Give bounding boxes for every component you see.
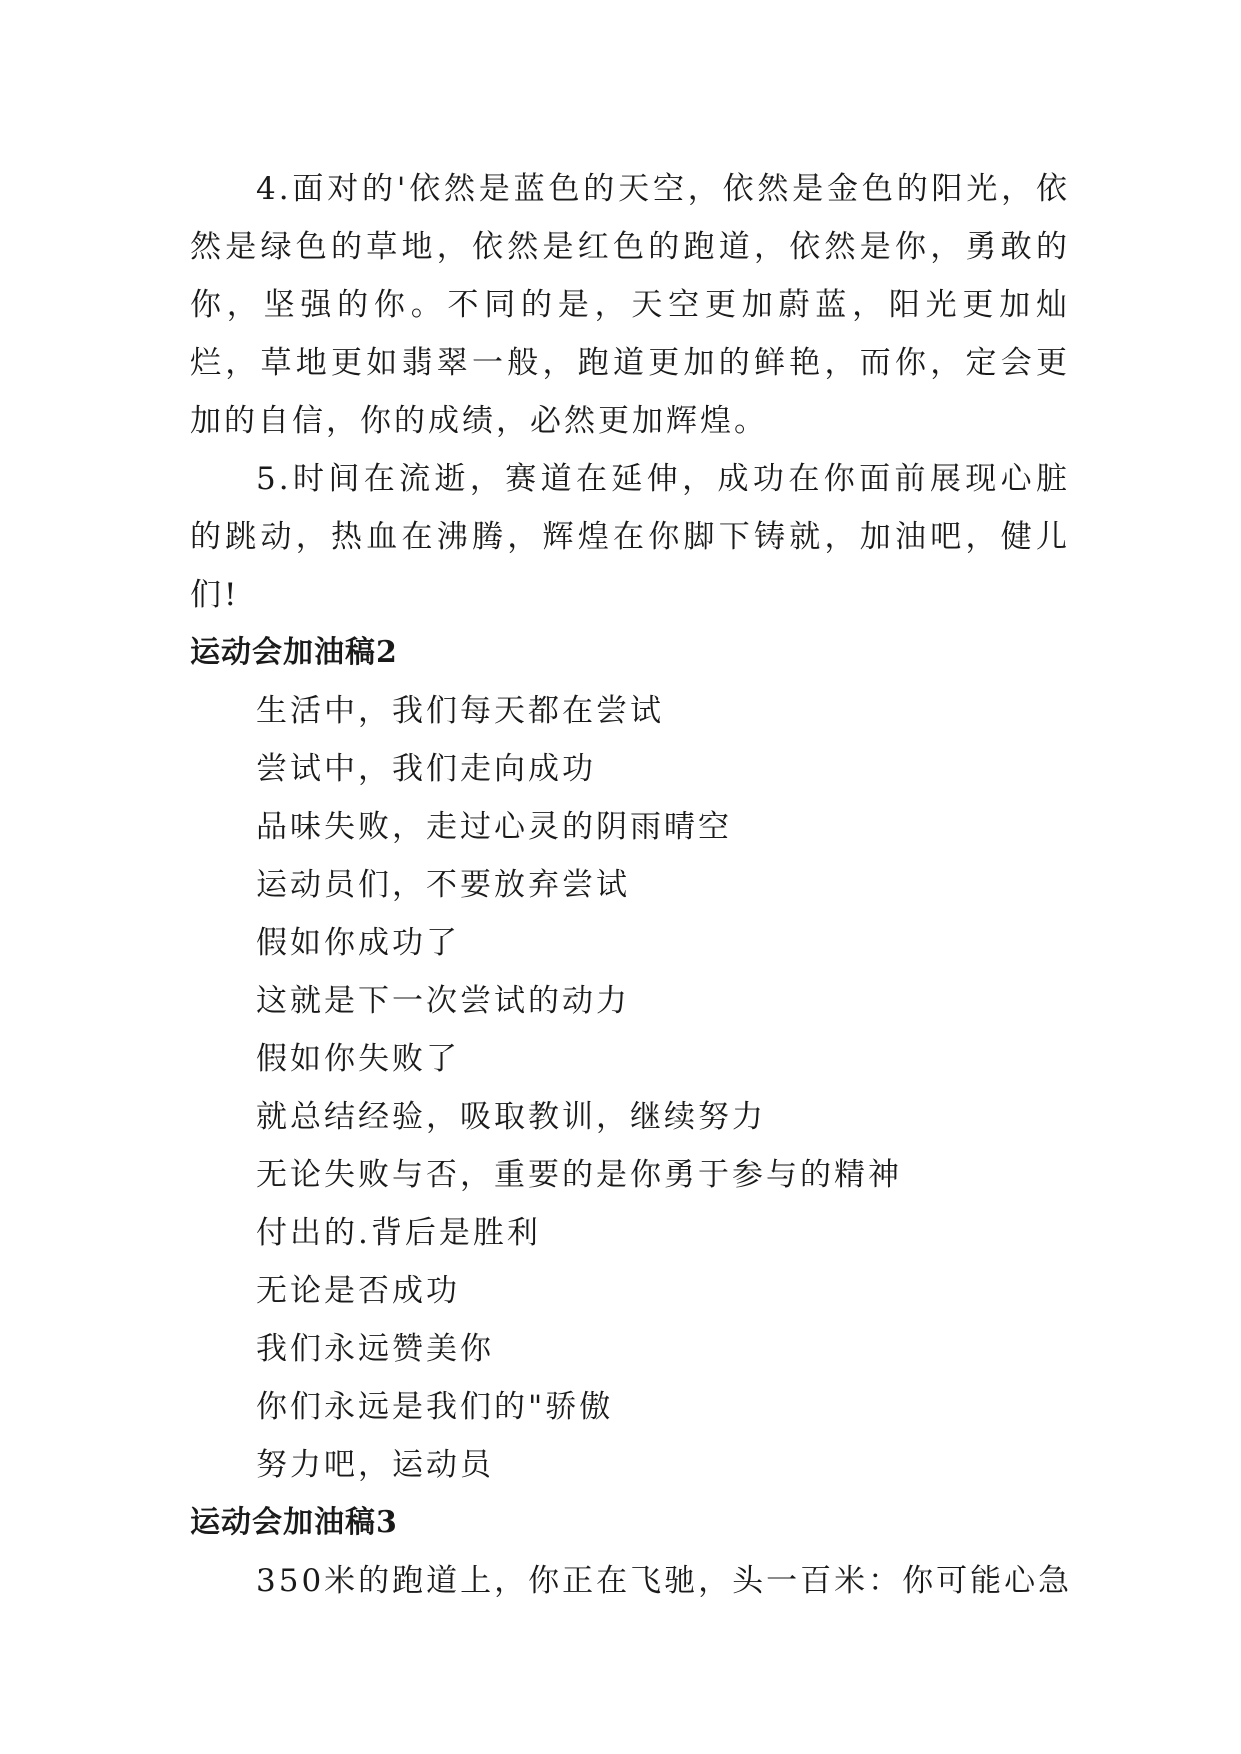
section-heading-2: 运动会加油稿2 <box>190 635 398 670</box>
poem-line: 假如你失败了 <box>256 1041 460 1077</box>
section-3-first-line: 350米的跑道上，你正在飞驰，头一百米：你可能心急 <box>256 1563 1073 1599</box>
poem-line: 尝试中，我们走向成功 <box>256 751 596 787</box>
poem-line: 无论失败与否，重要的是你勇于参与的精神 <box>256 1157 902 1193</box>
poem-line: 生活中，我们每天都在尝试 <box>256 693 664 729</box>
poem-line: 假如你成功了 <box>256 925 460 961</box>
poem-line: 就总结经验，吸取教训，继续努力 <box>256 1099 766 1135</box>
poem-line: 努力吧，运动员 <box>256 1447 494 1483</box>
poem-line: 运动员们，不要放弃尝试 <box>256 867 630 903</box>
poem-line: 你们永远是我们的"骄傲 <box>256 1389 614 1425</box>
paragraph-5: 5.时间在流逝，赛道在延伸，成功在你面前展现心脏的跳动，热血在沸腾，辉煌在你脚下铸就，加油吧，健儿们! <box>190 461 1070 613</box>
poem-line: 品味失败，走过心灵的阴雨晴空 <box>256 809 732 845</box>
poem-line: 这就是下一次尝试的动力 <box>256 983 630 1019</box>
poem-line: 我们永远赞美你 <box>256 1331 494 1367</box>
document-body <box>190 160 1073 1610</box>
section-heading-3: 运动会加油稿3 <box>190 1505 398 1540</box>
paragraph-4: 4.面对的'依然是蓝色的天空，依然是金色的阳光，依然是绿色的草地，依然是红色的跑道，依然是你，勇敢的你，坚强的你。不同的是，天空更加蔚蓝，阳光更加灿烂，草地更如翡翠一般，跑道更加的鲜艳，而你，定会更加的自信，你的成绩，必然更加辉煌。 <box>190 171 1070 439</box>
poem-line: 付出的.背后是胜利 <box>256 1215 541 1251</box>
poem-section-2 <box>190 682 1070 1494</box>
poem-line: 无论是否成功 <box>256 1273 460 1309</box>
